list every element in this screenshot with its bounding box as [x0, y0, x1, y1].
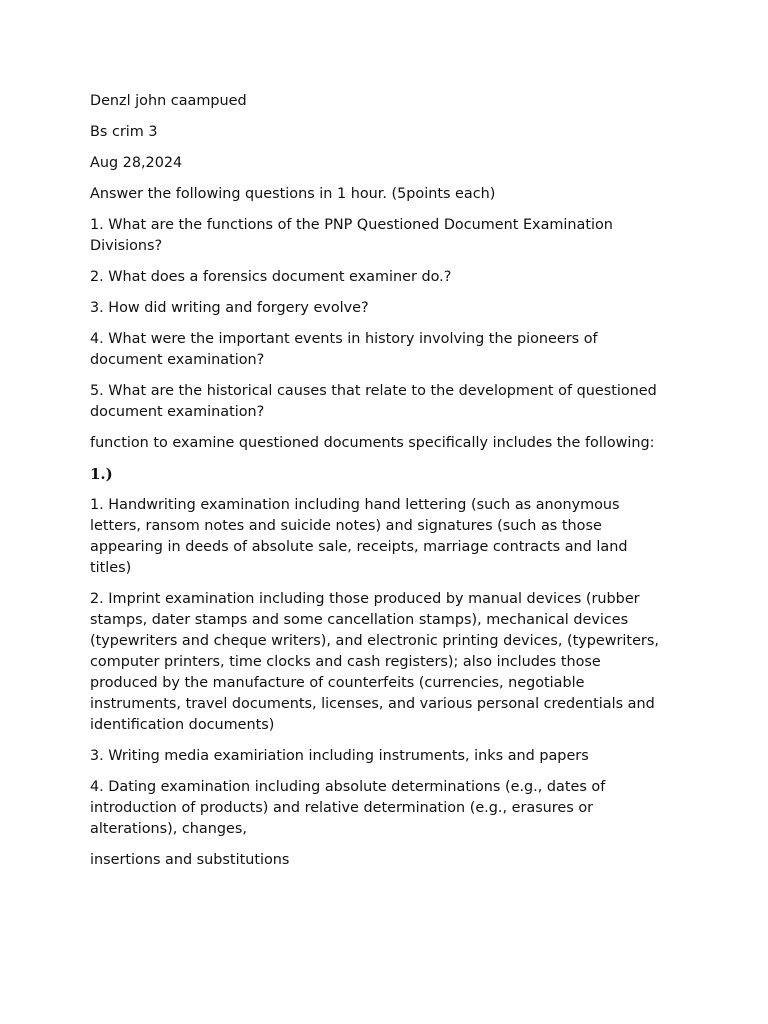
answer-item-3: 3. Writing media examiriation including instruments, inks and papers: [90, 748, 589, 764]
question-2: 2. What does a forensics document examiner do.?: [90, 269, 452, 285]
answer-intro: function to examine questioned documents specifically includes the following:: [90, 435, 655, 451]
answer-item-2: 2. Imprint examination including those produced by manual devices (rubber stamps, dater stamps and some cancellation stamps), mechanical devices (typewriters and cheque writers), and electronic printing devices, (typewriters, computer printers, time clocks and cash registers); also includes those produced by the manufacture of counterfeits (currencies, negotiable instruments, travel documents, licenses, and various personal credentials and identification documents): [90, 591, 659, 733]
answer-heading: 1.): [90, 465, 113, 483]
answer-item-4-continued: insertions and substitutions: [90, 852, 290, 868]
student-course: Bs crim 3: [90, 124, 158, 140]
question-3: 3. How did writing and forgery evolve?: [90, 300, 369, 316]
document-date: Aug 28,2024: [90, 155, 183, 171]
document-page: [90, 91, 670, 881]
answer-item-1: 1. Handwriting examination including hand lettering (such as anonymous letters, ransom notes and suicide notes) and signatures (such as those appearing in deeds of absolute sale, receipts, marriage contracts and land titles): [90, 497, 628, 576]
question-4: 4. What were the important events in history involving the pioneers of document examination?: [90, 331, 598, 368]
instructions: Answer the following questions in 1 hour. (5points each): [90, 186, 496, 202]
question-5: 5. What are the historical causes that relate to the development of questioned document examination?: [90, 383, 657, 420]
answer-item-4: 4. Dating examination including absolute determinations (e.g., dates of introduction of products) and relative determination (e.g., erasures or alterations), changes,: [90, 779, 606, 837]
student-name: Denzl john caampued: [90, 93, 247, 109]
question-1: 1. What are the functions of the PNP Questioned Document Examination Divisions?: [90, 217, 613, 254]
